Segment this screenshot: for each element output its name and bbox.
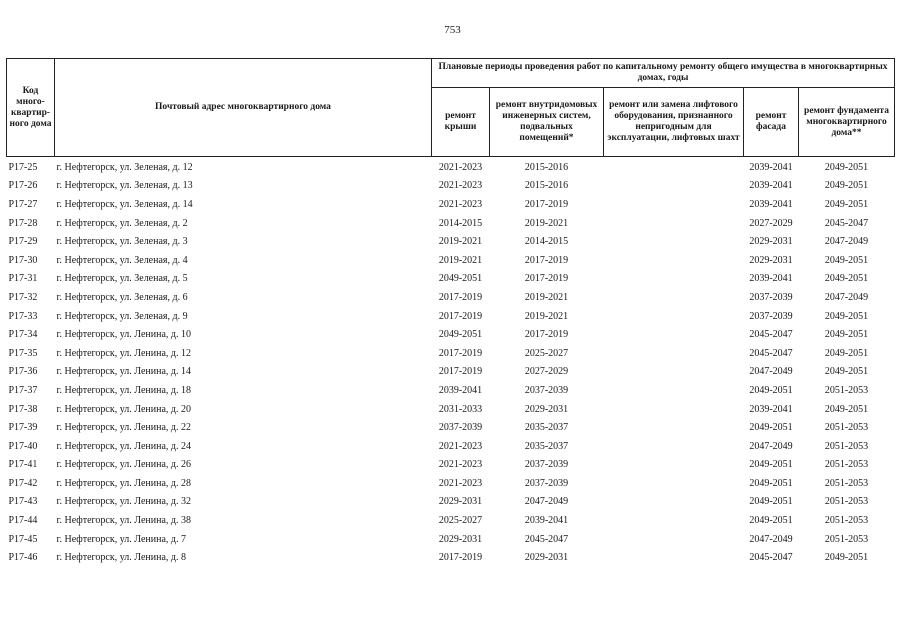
cell-elevator [604, 157, 744, 177]
cell-elevator [604, 400, 744, 419]
table-row [7, 511, 895, 530]
cell-address: г. Нефтегорск, ул. Ленина, д. 28 [56, 477, 191, 489]
cell-roof: 2017-2019 [438, 310, 483, 322]
cell-systems: 2027-2029 [524, 366, 569, 378]
cell-roof: 2017-2019 [438, 552, 483, 564]
cell-facade: 2049-2051 [749, 384, 793, 396]
cell-elevator [604, 288, 744, 307]
cell-systems: 2019-2021 [524, 310, 569, 322]
cell-address: г. Нефтегорск, ул. Зеленая, д. 5 [56, 273, 188, 285]
cell-systems: 2014-2015 [524, 236, 569, 248]
cell-code: Р17-38 [8, 403, 38, 415]
cell-facade: 2037-2039 [749, 291, 793, 303]
cell-roof: 2037-2039 [438, 422, 483, 434]
cell-systems: 2029-2031 [524, 552, 569, 564]
cell-foundation: 2051-2053 [824, 459, 869, 471]
header-address: Почтовый адрес многоквартирного дома [55, 59, 432, 157]
cell-systems: 2019-2021 [524, 291, 569, 303]
cell-foundation: 2049-2051 [824, 254, 869, 266]
cell-systems: 2017-2019 [524, 254, 569, 266]
cell-facade: 2049-2051 [749, 496, 793, 508]
header-elevator: ремонт или замена лифтового оборудования, признанного непригодным для эксплуатации, лифтовых шахт [604, 88, 744, 157]
cell-code: Р17-41 [8, 459, 38, 471]
cell-code: Р17-42 [8, 477, 38, 489]
cell-foundation: 2051-2053 [824, 384, 869, 396]
cell-elevator [604, 214, 744, 233]
cell-address: г. Нефтегорск, ул. Зеленая, д. 4 [56, 254, 188, 266]
cell-systems: 2039-2041 [524, 515, 569, 527]
table-row [7, 474, 895, 493]
cell-foundation: 2051-2053 [824, 422, 869, 434]
cell-address: г. Нефтегорск, ул. Зеленая, д. 14 [56, 198, 193, 210]
cell-facade: 2049-2051 [749, 515, 793, 527]
cell-systems: 2037-2039 [524, 384, 569, 396]
cell-code: Р17-32 [8, 291, 38, 303]
cell-code: Р17-28 [8, 217, 38, 229]
cell-address: г. Нефтегорск, ул. Ленина, д. 32 [56, 496, 191, 508]
cell-roof: 2017-2019 [438, 366, 483, 378]
cell-elevator [604, 548, 744, 567]
cell-roof: 2021-2023 [438, 440, 483, 452]
cell-facade: 2039-2041 [749, 403, 793, 415]
cell-elevator [604, 511, 744, 530]
cell-foundation: 2049-2051 [824, 310, 869, 322]
capital-repair-schedule-table [6, 58, 895, 567]
cell-roof: 2039-2041 [438, 384, 483, 396]
cell-roof: 2049-2051 [438, 329, 483, 341]
table-row [7, 548, 895, 567]
cell-foundation: 2049-2051 [824, 180, 869, 192]
cell-code: Р17-45 [8, 533, 38, 545]
cell-foundation: 2047-2049 [824, 291, 869, 303]
cell-code: Р17-31 [8, 273, 38, 285]
table-row [7, 288, 895, 307]
cell-address: г. Нефтегорск, ул. Ленина, д. 18 [56, 384, 191, 396]
cell-foundation: 2049-2051 [824, 403, 869, 415]
cell-elevator [604, 232, 744, 251]
cell-address: г. Нефтегорск, ул. Зеленая, д. 3 [56, 236, 188, 248]
cell-foundation: 2049-2051 [824, 161, 869, 173]
table-row [7, 530, 895, 549]
cell-elevator [604, 437, 744, 456]
cell-foundation: 2051-2053 [824, 477, 869, 489]
cell-address: г. Нефтегорск, ул. Зеленая, д. 9 [56, 310, 188, 322]
cell-address: г. Нефтегорск, ул. Зеленая, д. 12 [56, 161, 193, 173]
table-row [7, 493, 895, 512]
table-header [7, 59, 895, 157]
cell-facade: 2045-2047 [749, 329, 793, 341]
cell-facade: 2049-2051 [749, 422, 793, 434]
cell-elevator [604, 493, 744, 512]
cell-systems: 2017-2019 [524, 198, 569, 210]
cell-roof: 2017-2019 [438, 347, 483, 359]
cell-roof: 2049-2051 [438, 273, 483, 285]
cell-roof: 2014-2015 [438, 217, 483, 229]
table-row [7, 437, 895, 456]
cell-systems: 2017-2019 [524, 273, 569, 285]
cell-facade: 2039-2041 [749, 180, 793, 192]
table-row [7, 157, 895, 177]
cell-elevator [604, 456, 744, 475]
cell-systems: 2015-2016 [524, 161, 569, 173]
cell-systems: 2017-2019 [524, 329, 569, 341]
cell-elevator [604, 381, 744, 400]
cell-roof: 2019-2021 [438, 254, 483, 266]
table-row [7, 381, 895, 400]
cell-roof: 2021-2023 [438, 477, 483, 489]
table-row [7, 344, 895, 363]
cell-address: г. Нефтегорск, ул. Ленина, д. 22 [56, 422, 191, 434]
cell-roof: 2019-2021 [438, 236, 483, 248]
cell-address: г. Нефтегорск, ул. Ленина, д. 7 [56, 533, 186, 545]
cell-foundation: 2051-2053 [824, 515, 869, 527]
table-row [7, 214, 895, 233]
cell-code: Р17-36 [8, 366, 38, 378]
cell-elevator [604, 474, 744, 493]
cell-elevator [604, 325, 744, 344]
cell-address: г. Нефтегорск, ул. Ленина, д. 26 [56, 459, 191, 471]
cell-roof: 2029-2031 [438, 533, 483, 545]
cell-elevator [604, 530, 744, 549]
cell-foundation: 2049-2051 [824, 198, 869, 210]
page-number: 753 [444, 24, 461, 36]
cell-code: Р17-40 [8, 440, 38, 452]
cell-facade: 2047-2049 [749, 366, 793, 378]
cell-address: г. Нефтегорск, ул. Ленина, д. 14 [56, 366, 191, 378]
cell-code: Р17-43 [8, 496, 38, 508]
cell-elevator [604, 418, 744, 437]
cell-code: Р17-33 [8, 310, 38, 322]
cell-roof: 2021-2023 [438, 180, 483, 192]
table-row [7, 232, 895, 251]
cell-facade: 2045-2047 [749, 552, 793, 564]
table-row [7, 418, 895, 437]
table-row [7, 195, 895, 214]
cell-foundation: 2051-2053 [824, 496, 869, 508]
cell-facade: 2045-2047 [749, 347, 793, 359]
cell-systems: 2029-2031 [524, 403, 569, 415]
cell-systems: 2035-2037 [524, 422, 569, 434]
cell-elevator [604, 251, 744, 270]
cell-facade: 2039-2041 [749, 273, 793, 285]
header-code: Код много-квартир-ного дома [7, 59, 55, 157]
cell-code: Р17-34 [8, 329, 38, 341]
header-facade: ремонт фасада [744, 88, 799, 157]
cell-facade: 2037-2039 [749, 310, 793, 322]
cell-foundation: 2049-2051 [824, 273, 869, 285]
cell-roof: 2029-2031 [438, 496, 483, 508]
cell-address: г. Нефтегорск, ул. Зеленая, д. 2 [56, 217, 188, 229]
cell-facade: 2049-2051 [749, 459, 793, 471]
cell-address: г. Нефтегорск, ул. Ленина, д. 12 [56, 347, 191, 359]
cell-address: г. Нефтегорск, ул. Ленина, д. 10 [56, 329, 191, 341]
cell-foundation: 2051-2053 [824, 440, 869, 452]
cell-foundation: 2049-2051 [824, 366, 869, 378]
header-roof: ремонт крыши [432, 88, 490, 157]
cell-code: Р17-35 [8, 347, 38, 359]
header-foundation: ремонт фундамента многоквартирного дома** [799, 88, 895, 157]
table-body [7, 157, 895, 568]
cell-foundation: 2045-2047 [824, 217, 869, 229]
cell-facade: 2047-2049 [749, 440, 793, 452]
cell-address: г. Нефтегорск, ул. Ленина, д. 38 [56, 515, 191, 527]
table-row [7, 456, 895, 475]
cell-foundation: 2051-2053 [824, 533, 869, 545]
cell-roof: 2021-2023 [438, 198, 483, 210]
cell-address: г. Нефтегорск, ул. Ленина, д. 24 [56, 440, 191, 452]
cell-foundation: 2049-2051 [824, 347, 869, 359]
cell-roof: 2021-2023 [438, 459, 483, 471]
table-row [7, 177, 895, 196]
cell-elevator [604, 177, 744, 196]
cell-elevator [604, 270, 744, 289]
cell-address: г. Нефтегорск, ул. Ленина, д. 20 [56, 403, 191, 415]
cell-roof: 2021-2023 [438, 161, 483, 173]
cell-facade: 2027-2029 [749, 217, 793, 229]
cell-facade: 2049-2051 [749, 477, 793, 489]
cell-systems: 2025-2027 [524, 347, 569, 359]
cell-foundation: 2049-2051 [824, 329, 869, 341]
table-row [7, 325, 895, 344]
cell-elevator [604, 363, 744, 382]
cell-code: Р17-29 [8, 236, 38, 248]
table-row [7, 363, 895, 382]
cell-foundation: 2049-2051 [824, 552, 869, 564]
cell-systems: 2037-2039 [524, 477, 569, 489]
cell-systems: 2045-2047 [524, 533, 569, 545]
cell-address: г. Нефтегорск, ул. Зеленая, д. 6 [56, 291, 188, 303]
cell-facade: 2039-2041 [749, 198, 793, 210]
cell-roof: 2017-2019 [438, 291, 483, 303]
cell-elevator [604, 307, 744, 326]
cell-systems: 2035-2037 [524, 440, 569, 452]
cell-elevator [604, 344, 744, 363]
table-row [7, 251, 895, 270]
cell-facade: 2029-2031 [749, 254, 793, 266]
table-row [7, 270, 895, 289]
cell-code: Р17-27 [8, 198, 38, 210]
cell-code: Р17-44 [8, 515, 38, 527]
cell-roof: 2031-2033 [438, 403, 483, 415]
cell-code: Р17-46 [8, 552, 38, 564]
cell-code: Р17-37 [8, 384, 38, 396]
cell-systems: 2015-2016 [524, 180, 569, 192]
cell-code: Р17-26 [8, 180, 38, 192]
cell-roof: 2025-2027 [438, 515, 483, 527]
cell-systems: 2037-2039 [524, 459, 569, 471]
cell-code: Р17-39 [8, 422, 38, 434]
header-systems: ремонт внутридомовых инженерных систем, подвальных помещений* [490, 88, 604, 157]
header-planned-periods: Плановые периоды проведения работ по капитальному ремонту общего имущества в многоквартирных домах, годы [432, 59, 895, 88]
cell-code: Р17-25 [8, 161, 38, 173]
cell-systems: 2047-2049 [524, 496, 569, 508]
cell-facade: 2039-2041 [749, 161, 793, 173]
cell-facade: 2029-2031 [749, 236, 793, 248]
cell-code: Р17-30 [8, 254, 38, 266]
table-row [7, 400, 895, 419]
cell-foundation: 2047-2049 [824, 236, 869, 248]
cell-address: г. Нефтегорск, ул. Зеленая, д. 13 [56, 180, 193, 192]
table-row [7, 307, 895, 326]
cell-facade: 2047-2049 [749, 533, 793, 545]
cell-elevator [604, 195, 744, 214]
cell-systems: 2019-2021 [524, 217, 569, 229]
cell-address: г. Нефтегорск, ул. Ленина, д. 8 [56, 552, 186, 564]
